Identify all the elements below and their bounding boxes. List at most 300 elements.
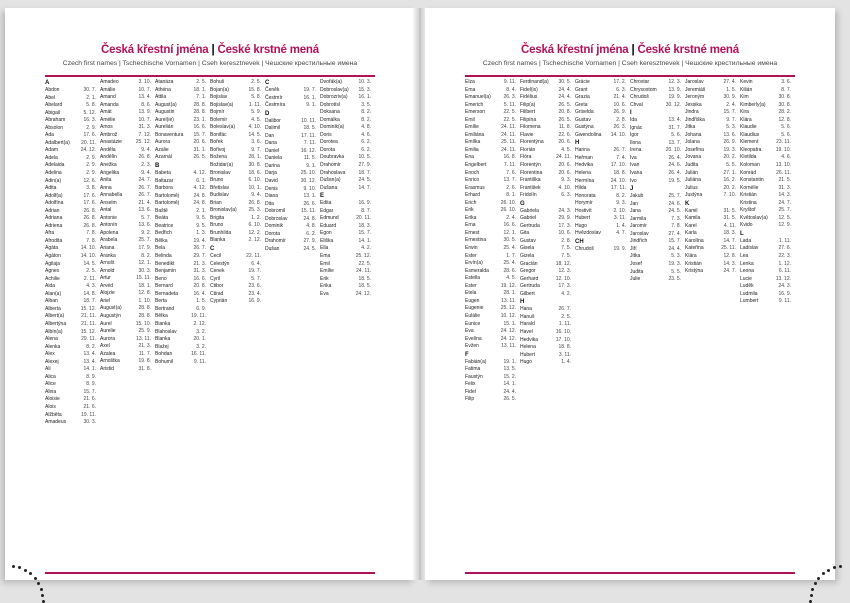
name-day-date: 2. 5. — [196, 79, 206, 85]
name-day-date: 16. 9. — [248, 298, 261, 305]
names-column — [155, 79, 210, 569]
name-day-date: 26. 8. — [248, 199, 261, 206]
first-name: Josefína — [685, 146, 704, 153]
name-entry — [630, 238, 681, 246]
first-name: Flóra — [520, 154, 532, 161]
name-day-date: 27. 4. — [723, 79, 736, 85]
first-name: Bonaventura — [155, 131, 184, 138]
name-day-date: 31. 1. — [193, 146, 206, 153]
first-name: Heřman — [575, 154, 593, 161]
first-name: Kimberly(a) — [740, 101, 766, 108]
name-day-date: 1. 11. — [248, 101, 261, 108]
letter-heading: A — [45, 80, 50, 86]
first-name: Gizela — [520, 253, 535, 260]
first-name: Adriana — [45, 215, 63, 222]
name-day-date: 26. 7. — [558, 306, 571, 313]
name-day-date: 5. 5. — [726, 162, 736, 169]
name-day-date: 3. 6. — [781, 79, 791, 85]
letter-heading: K — [685, 200, 690, 207]
name-entry — [210, 268, 261, 276]
name-day-date: 30. 12. — [300, 178, 316, 185]
first-name: Hilda — [575, 185, 587, 192]
name-entry — [100, 170, 151, 178]
first-name: Agáton — [45, 253, 61, 260]
name-entry — [210, 170, 261, 178]
name-day-date: 26. 11. — [776, 169, 791, 176]
first-name: Eliška — [320, 237, 334, 244]
name-entry — [320, 170, 371, 178]
name-entry — [575, 117, 626, 125]
name-entry — [45, 396, 96, 404]
first-name: Cyprián — [210, 298, 228, 305]
first-name: Dana — [265, 140, 277, 147]
name-entry — [465, 298, 516, 306]
name-day-date: 19. 5. — [668, 177, 681, 184]
name-entry — [265, 95, 316, 103]
name-day-date: 31. 3. — [193, 268, 206, 275]
first-name: Filipína — [520, 116, 537, 123]
name-day-date: 22. 5. — [358, 260, 371, 267]
name-entry — [520, 261, 571, 269]
name-day-date: 24. 8. — [193, 192, 206, 199]
name-entry — [320, 223, 371, 231]
first-name: Gilbert — [520, 290, 535, 297]
name-day-date: 15. 7. — [358, 230, 371, 237]
first-name: Baltazar — [155, 177, 174, 184]
name-entry — [320, 268, 371, 276]
name-day-date: 24. 11. — [501, 146, 516, 153]
name-entry — [155, 94, 206, 102]
name-day-date: 25. 11. — [721, 245, 736, 252]
name-day-date: 26. 9. — [613, 109, 626, 116]
name-entry — [465, 102, 516, 110]
name-day-date: 17. 9. — [138, 245, 151, 252]
name-day-date: 28. 8. — [138, 312, 151, 319]
name-day-date: 19. 11. — [191, 313, 206, 320]
name-entry — [685, 192, 736, 200]
name-entry — [45, 162, 96, 170]
name-entry — [265, 193, 316, 201]
name-day-date: 10. 11. — [301, 117, 316, 124]
first-name: Dalibor — [265, 117, 281, 124]
first-name: August(a) — [100, 305, 122, 312]
name-entry — [520, 139, 571, 147]
first-name: Jovana — [685, 154, 702, 161]
name-entry — [630, 132, 681, 140]
first-name: Gustýna — [575, 124, 594, 131]
name-day-date: 13. 9. — [138, 109, 151, 116]
first-name: Bruno — [210, 177, 224, 184]
name-entry — [320, 109, 371, 117]
name-entry — [520, 147, 571, 155]
first-name: Doubravka — [320, 154, 345, 161]
page-header — [425, 44, 835, 67]
name-day-date: 22. 11. — [246, 253, 261, 260]
first-name: Arvéd — [100, 282, 114, 289]
name-entry — [630, 253, 681, 261]
first-name: Dominik — [265, 223, 284, 230]
first-name: Jindřiška — [685, 116, 705, 123]
name-entry — [320, 230, 371, 238]
name-day-date: 26. 5. — [193, 154, 206, 161]
name-day-date: 4. 6. — [781, 154, 791, 161]
name-entry — [465, 124, 516, 132]
name-day-date: 13. 4. — [138, 94, 151, 101]
name-day-date: 13. 6. — [138, 222, 151, 229]
first-name: Azarnál — [155, 154, 172, 161]
first-name: Dobroslav — [265, 215, 288, 222]
first-name: Antonie — [100, 214, 117, 221]
first-name: Beáta — [155, 215, 169, 222]
name-entry — [155, 109, 206, 117]
first-name: Kira — [740, 109, 749, 116]
first-name: Bronislav — [210, 169, 231, 176]
name-day-date: 24. 5. — [668, 208, 681, 215]
name-day-date: 1. 7. — [506, 252, 516, 259]
name-day-date: 28. 1. — [248, 154, 261, 161]
first-name: Agnes — [45, 268, 60, 275]
first-name: Benjamin — [155, 268, 176, 275]
name-entry — [575, 170, 626, 178]
name-entry — [45, 329, 96, 337]
name-day-date: 13. 4. — [83, 358, 96, 365]
first-name: Hugo — [575, 222, 587, 229]
first-name: Berta — [155, 298, 167, 305]
name-day-date: 27. 9. — [303, 238, 316, 245]
first-name: Ivo — [630, 177, 637, 184]
name-entry — [630, 87, 681, 95]
name-entry — [100, 290, 151, 298]
first-name: Arabela — [100, 237, 118, 244]
first-name: Greta — [575, 101, 588, 108]
name-day-date: 13. 5. — [503, 366, 516, 373]
name-day-date: 23. 6. — [248, 283, 261, 290]
name-entry — [155, 117, 206, 125]
name-entry — [265, 201, 316, 209]
name-entry — [100, 268, 151, 276]
first-name: Florentýn — [520, 162, 541, 169]
first-name: Kamila — [685, 215, 701, 222]
first-name: Darina — [265, 162, 280, 169]
name-day-date: 27. 1. — [723, 169, 736, 176]
first-name: Aurel — [100, 320, 112, 327]
name-entry — [45, 419, 96, 427]
name-entry — [155, 351, 206, 359]
name-entry — [520, 337, 571, 345]
name-entry — [100, 185, 151, 193]
name-day-date: 20. 6. — [558, 169, 571, 176]
first-name: Annabella — [100, 192, 123, 199]
name-entry — [685, 170, 736, 178]
name-day-date: 9. 5. — [196, 222, 206, 229]
name-entry — [320, 283, 371, 291]
first-name: Ali — [45, 366, 51, 373]
name-entry — [740, 132, 791, 140]
name-entry — [210, 222, 261, 230]
name-day-date: 22. 6. — [558, 131, 571, 138]
name-day-date: 14. 8. — [83, 290, 96, 297]
name-day-date: 6. 9. — [196, 305, 206, 312]
name-entry — [265, 133, 316, 141]
name-day-date: 28. 1. — [503, 290, 516, 297]
first-name: Gerhard — [520, 275, 539, 282]
name-day-date: 16. 9. — [358, 200, 371, 207]
name-entry — [465, 260, 516, 268]
first-name: Emílka — [465, 139, 481, 146]
name-entry — [520, 192, 571, 200]
name-entry — [740, 79, 791, 87]
first-name: Hanna — [575, 147, 590, 154]
first-name: Adolfína — [45, 200, 64, 207]
name-day-date: 30. 7. — [83, 87, 96, 93]
name-day-date: 5. 11. — [503, 101, 516, 108]
first-name: Aloisie — [45, 396, 60, 403]
name-entry — [630, 201, 681, 209]
first-name: Honorata — [575, 192, 596, 199]
first-name: Apolena — [100, 229, 119, 236]
first-name: Leona — [740, 268, 754, 275]
name-day-date: 25. 7. — [778, 207, 791, 214]
name-day-date: 13. 11. — [136, 335, 151, 342]
title-czech: Česká křestní jména — [521, 44, 629, 56]
name-entry — [45, 351, 96, 359]
first-name: Kleopatra — [740, 146, 762, 153]
name-day-date: 31. 5. — [723, 215, 736, 222]
name-entry — [465, 321, 516, 329]
name-entry — [465, 215, 516, 223]
name-day-date: 9. 3. — [616, 200, 626, 207]
name-entry — [465, 139, 516, 147]
name-entry — [100, 253, 151, 261]
name-entry — [465, 343, 516, 351]
letter-heading: B — [155, 163, 160, 170]
name-entry — [520, 223, 571, 231]
names-column — [520, 79, 575, 569]
name-entry — [575, 79, 626, 87]
names-column — [740, 79, 795, 569]
name-day-date: 26. 8. — [83, 215, 96, 222]
name-day-date: 28. 6. — [503, 267, 516, 274]
name-day-date: 7. 4. — [616, 154, 626, 161]
name-day-date: 1. 5. — [196, 298, 206, 305]
name-day-date: 2. 6. — [506, 184, 516, 191]
name-day-date: 17. 3. — [558, 222, 571, 229]
first-name: David — [265, 178, 278, 185]
name-entry — [45, 238, 96, 246]
name-day-date: 7. 11. — [303, 140, 316, 147]
first-name: Amadeus — [45, 419, 67, 426]
name-entry — [575, 230, 626, 238]
name-entry — [685, 102, 736, 110]
name-entry — [100, 215, 151, 223]
name-entry — [575, 185, 626, 193]
first-name: Celestýn — [210, 260, 230, 267]
name-entry — [575, 155, 626, 163]
name-entry — [740, 276, 791, 284]
binding-hole — [41, 594, 44, 597]
name-entry — [465, 177, 516, 185]
first-name: Egon — [320, 230, 332, 237]
first-name: Ida — [630, 117, 637, 124]
name-entry — [155, 200, 206, 208]
name-entry — [45, 306, 96, 314]
name-day-date: 20. 6. — [558, 139, 571, 146]
title-slovak: České krstné mená — [637, 44, 739, 56]
first-name: Benedikt — [155, 260, 175, 267]
name-day-date: 3. 2. — [196, 343, 206, 350]
name-day-date: 19. 11. — [81, 411, 96, 418]
first-name: Filip — [465, 396, 475, 403]
name-day-date: 30. 9. — [723, 94, 736, 101]
name-day-date: 26. 7. — [138, 192, 151, 199]
first-name: Boleslav(a) — [210, 124, 236, 131]
first-name: Axel — [100, 343, 110, 350]
name-entry — [465, 185, 516, 193]
first-name: Edita — [320, 200, 332, 207]
name-entry — [740, 238, 791, 246]
name-entry — [740, 170, 791, 178]
first-name: Eugen — [465, 297, 480, 304]
first-name: Kornélie — [740, 184, 759, 191]
first-name: Konstantin — [740, 177, 764, 184]
name-day-date: 25. 9. — [138, 328, 151, 335]
first-name: Amand — [100, 94, 116, 101]
name-day-date: 10. 12. — [500, 312, 516, 319]
name-day-date: 9. 10. — [303, 185, 316, 192]
name-day-date: 27. 6. — [778, 245, 791, 252]
first-name: Bianka — [155, 320, 171, 327]
first-name: Anežka — [100, 162, 117, 169]
first-name: Evžen — [465, 343, 479, 350]
name-day-date: 7. 5. — [561, 253, 571, 260]
first-name: Blanka — [210, 237, 226, 244]
name-entry — [100, 222, 151, 230]
first-name: Blažej — [155, 343, 169, 350]
first-name: Grácie — [575, 79, 590, 85]
letter-heading: I — [630, 110, 632, 117]
name-entry — [265, 246, 316, 254]
first-name: Amos — [100, 124, 113, 131]
names-column — [685, 79, 740, 569]
names-column — [320, 79, 375, 569]
name-day-date: 28. 8. — [193, 109, 206, 116]
name-entry — [740, 192, 791, 200]
first-name: Horymír — [575, 200, 593, 207]
first-name: Alexej — [45, 358, 59, 365]
name-day-date: 4. 8. — [361, 124, 371, 131]
name-day-date: 13. 7. — [503, 177, 516, 184]
name-entry — [630, 125, 681, 133]
name-day-date: 24. 8. — [193, 200, 206, 207]
name-entry — [155, 359, 206, 367]
name-entry — [320, 253, 371, 261]
binding-hole — [29, 572, 32, 575]
name-entry — [45, 283, 96, 291]
name-day-date: 15. 10. — [135, 320, 151, 327]
name-day-date: 4. 12. — [193, 170, 206, 177]
first-name: Božena — [210, 154, 227, 161]
name-entry — [210, 298, 261, 306]
first-name: Dobroslav(a) — [320, 86, 349, 93]
first-name: Afra — [45, 230, 55, 237]
name-day-date: 9. 1. — [306, 162, 316, 169]
name-day-date: 5. 6. — [781, 124, 791, 131]
first-name: Atanáza — [155, 79, 174, 85]
first-name: Ella — [320, 245, 329, 252]
name-entry — [630, 162, 681, 170]
name-day-date: 26. 3. — [503, 94, 516, 101]
name-day-date: 18. 1. — [193, 86, 206, 93]
name-day-date: 18. 3. — [723, 230, 736, 237]
name-day-date: 10. 3. — [358, 79, 371, 85]
first-name: Amanda — [100, 101, 119, 108]
name-entry — [100, 245, 151, 253]
first-name: Julius — [685, 184, 698, 191]
name-entry — [320, 117, 371, 125]
first-name: Bětka — [155, 313, 168, 320]
name-entry — [575, 246, 626, 254]
name-entry — [520, 117, 571, 125]
name-entry — [630, 155, 681, 163]
first-name: Brigita — [210, 214, 225, 221]
name-entry — [575, 87, 626, 95]
name-entry — [575, 109, 626, 117]
name-entry — [155, 208, 206, 216]
name-day-date: 15. 12. — [80, 328, 96, 335]
first-name: Agáta — [45, 245, 59, 252]
first-name: Julián — [685, 169, 699, 176]
names-columns — [465, 79, 795, 569]
first-name: Bojmír — [210, 109, 225, 116]
first-name: Florentina — [520, 169, 543, 176]
name-day-date: 21. 6. — [83, 403, 96, 410]
first-name: Karla — [685, 230, 697, 237]
name-day-date: 24. 10. — [610, 177, 626, 184]
name-day-date: 4. 7. — [616, 230, 626, 237]
name-day-date: 6. 3. — [616, 86, 626, 93]
first-name: Aurora — [155, 139, 171, 146]
name-entry — [45, 404, 96, 412]
name-entry — [265, 118, 316, 126]
name-entry — [320, 245, 371, 253]
name-day-date: 8. 2. — [361, 116, 371, 123]
name-entry — [155, 170, 206, 178]
name-day-date: 15. 7. — [193, 131, 206, 138]
names-column — [100, 79, 155, 569]
title-separator: | — [631, 44, 638, 56]
name-entry — [210, 207, 261, 215]
name-day-date: 26. 4. — [668, 154, 681, 161]
name-day-date: 21. 3. — [193, 260, 206, 267]
first-name: Ervín(a) — [465, 260, 483, 267]
name-day-date: 23. 4. — [248, 290, 261, 297]
name-day-date: 23. 1. — [193, 116, 206, 123]
name-entry — [45, 268, 96, 276]
name-entry — [320, 162, 371, 170]
name-entry — [740, 94, 791, 102]
first-name: Čeněk — [265, 87, 280, 93]
name-day-date: 12. 1. — [138, 260, 151, 267]
name-day-date: 10. 5. — [358, 154, 371, 161]
name-day-date: 18. 12. — [555, 260, 571, 267]
first-name: Evelína — [465, 335, 482, 342]
name-day-date: 4. 6. — [361, 131, 371, 138]
first-name: Erasmus — [465, 184, 485, 191]
name-day-date: 25. 7. — [668, 193, 681, 200]
name-day-date: 19. 9. — [613, 245, 626, 252]
binding-hole — [18, 566, 21, 569]
name-day-date: 24. 8. — [303, 215, 316, 222]
